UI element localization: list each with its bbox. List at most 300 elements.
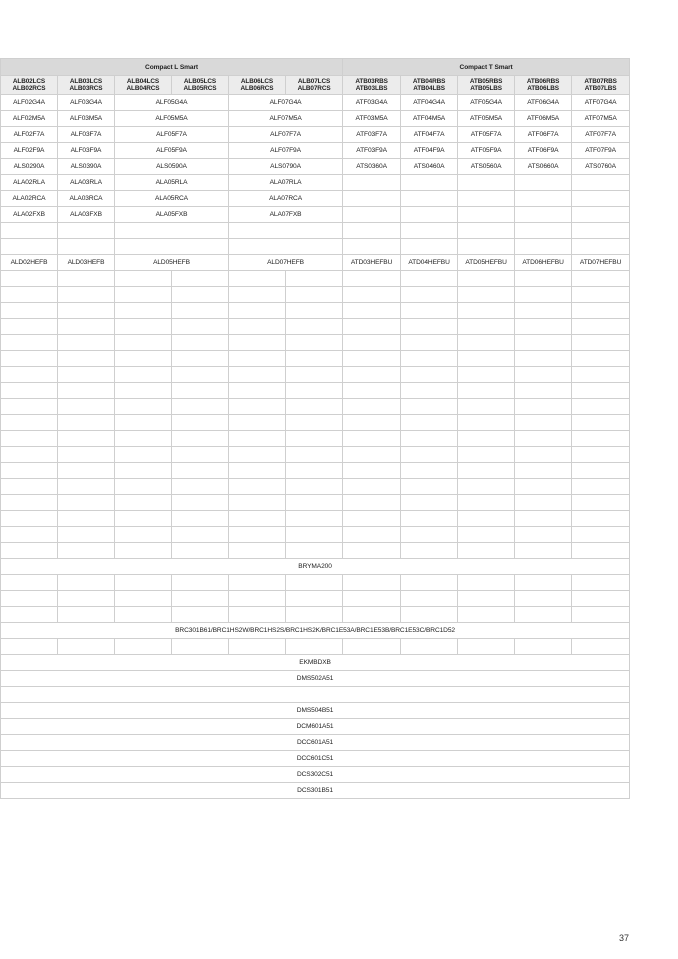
table-cell [115,511,172,527]
table-cell [572,415,630,431]
table-cell [229,495,286,511]
table-cell: ATF05M5A [458,111,515,127]
blank-row [1,271,630,287]
model-header-line: ATB04LBS [413,85,445,92]
table-cell: ALS0290A [1,159,58,175]
table-cell [1,399,58,415]
table-cell [572,447,630,463]
model-header-cell [343,76,401,95]
model-header-cell [229,76,286,95]
model-header-line: ALB04LCS [126,77,160,85]
table-cell: ATF07G4A [572,95,630,111]
group-header-row [1,59,630,76]
model-header-line: ALB02LCS [12,77,46,85]
full-width-cell: DCM601A51 [1,719,630,735]
blank-row [1,527,630,543]
table-cell [115,527,172,543]
table-cell [1,287,58,303]
table-cell [401,351,458,367]
table-cell [515,399,572,415]
accessory-row [1,159,630,175]
table-cell: ALF07G4A [229,95,343,111]
table-cell [343,575,401,591]
blank-row [1,335,630,351]
table-cell [458,367,515,383]
table-cell [229,479,286,495]
table-cell [572,271,630,287]
full-width-cell: DCC601C51 [1,751,630,767]
blank-row [1,639,630,655]
table-cell [229,607,286,623]
table-cell [115,367,172,383]
table-cell [1,575,58,591]
table-cell [172,447,229,463]
table-cell [515,175,572,191]
table-cell [58,271,115,287]
blank-row [1,495,630,511]
table-cell: ATD03HEFBU [343,255,401,271]
table-cell: ATF05F9A [458,143,515,159]
table-cell: ATF03G4A [343,95,401,111]
table-cell [515,639,572,655]
table-cell [172,367,229,383]
table-cell [515,287,572,303]
table-cell [515,351,572,367]
table-cell [172,271,229,287]
blank-row [1,431,630,447]
table-cell [515,463,572,479]
table-cell: ALF05F9A [115,143,229,159]
table-cell: ALF05M5A [115,111,229,127]
table-cell [115,351,172,367]
table-cell [515,415,572,431]
table-cell [172,351,229,367]
table-cell [515,207,572,223]
table-cell [515,591,572,607]
model-header-line: ATB04RBS [412,77,446,85]
table-cell: ATD05HEFBU [458,255,515,271]
table-cell [458,607,515,623]
accessory-row [1,255,630,271]
table-cell: ALA07RCA [229,191,343,207]
table-cell: ALF07M5A [229,111,343,127]
model-header-line: ALB03LCS [69,77,103,85]
table-cell [229,335,286,351]
full-width-row [1,783,630,799]
accessory-row [1,143,630,159]
table-cell [229,223,343,239]
table-cell [58,639,115,655]
table-cell [401,335,458,351]
table-cell [572,319,630,335]
group-compact-l: Compact L Smart [1,59,343,76]
table-cell: ALF02F7A [1,127,58,143]
table-cell [343,543,401,559]
model-header-line: ATB05RBS [469,77,503,85]
table-cell: ALD07HEFB [229,255,343,271]
table-cell [458,191,515,207]
table-cell: ALD05HEFB [115,255,229,271]
table-cell [1,447,58,463]
table-cell [458,239,515,255]
table-cell: ALA07RLA [229,175,343,191]
model-header-row [1,76,630,95]
table-cell [286,367,343,383]
full-width-row [1,751,630,767]
model-header-line: ALB07RCS [297,85,331,92]
model-header-line: ATB06LBS [527,85,559,92]
table-cell [401,191,458,207]
full-width-cell [1,687,630,703]
table-cell [1,335,58,351]
table-cell [58,511,115,527]
full-width-row [1,735,630,751]
table-cell [286,479,343,495]
model-header-line: ALB05LCS [183,77,217,85]
table-cell: ALF07F9A [229,143,343,159]
table-cell [286,383,343,399]
table-cell [515,543,572,559]
model-header-line: ATB03RBS [355,77,388,85]
table-cell: ATF05G4A [458,95,515,111]
table-cell [343,447,401,463]
table-cell: ALS0590A [115,159,229,175]
table-cell [229,271,286,287]
accessory-compatibility-table [0,58,630,799]
table-cell [229,591,286,607]
table-cell: ATD07HEFBU [572,255,630,271]
page-number: 37 [619,933,630,943]
table-cell: ATF04F9A [401,143,458,159]
table-cell [229,527,286,543]
table-cell [58,495,115,511]
model-header-line: ALB06LCS [240,77,274,85]
table-cell [458,415,515,431]
model-header-cell [115,76,172,95]
table-cell [343,223,401,239]
table-cell [343,431,401,447]
table-cell [286,399,343,415]
table-cell: ATF03F9A [343,143,401,159]
table-cell [1,415,58,431]
table-cell [515,223,572,239]
table-cell [515,319,572,335]
table-cell: ALF05G4A [115,95,229,111]
table-cell [343,207,401,223]
model-header-cell [172,76,229,95]
table-cell [58,415,115,431]
table-cell [229,399,286,415]
table-cell [172,319,229,335]
model-header-cell [458,76,515,95]
table-cell [172,303,229,319]
table-cell: ALF07F7A [229,127,343,143]
table-cell: ATF04G4A [401,95,458,111]
table-cell [515,495,572,511]
table-cell [343,239,401,255]
table-cell [401,543,458,559]
table-cell [458,447,515,463]
table-cell [172,527,229,543]
table-cell [572,175,630,191]
table-cell: ALA05RCA [115,191,229,207]
table-cell [58,367,115,383]
table-cell [229,447,286,463]
full-width-cell: DMS502A51 [1,671,630,687]
table-cell [401,495,458,511]
table-cell: ALF05F7A [115,127,229,143]
table-cell [1,495,58,511]
table-cell [115,319,172,335]
table-cell [115,639,172,655]
table-cell: ATF07M5A [572,111,630,127]
table-cell [401,367,458,383]
full-width-row [1,687,630,703]
model-header-line: ATB07LBS [584,85,617,92]
table-cell [343,463,401,479]
blank-row [1,447,630,463]
table-cell [172,495,229,511]
table-cell: ALF03G4A [58,95,115,111]
table-cell [1,527,58,543]
table-cell [343,527,401,543]
table-cell [286,511,343,527]
table-cell [286,351,343,367]
table-cell [458,383,515,399]
table-cell [572,287,630,303]
table-cell [115,287,172,303]
table-cell [229,511,286,527]
table-cell [343,319,401,335]
blank-row [1,591,630,607]
table-cell [286,431,343,447]
table-cell [343,607,401,623]
table-cell [58,463,115,479]
table-cell: ALA05FXB [115,207,229,223]
table-cell [286,271,343,287]
table-cell [115,463,172,479]
blank-row [1,543,630,559]
table-cell [58,335,115,351]
table-cell [458,175,515,191]
table-cell: ATF07F7A [572,127,630,143]
table-cell [515,191,572,207]
blank-row [1,303,630,319]
table-cell [572,511,630,527]
table-cell [58,223,115,239]
table-cell [1,511,58,527]
table-cell [401,399,458,415]
table-cell [458,287,515,303]
table-cell [343,303,401,319]
table-cell [572,207,630,223]
model-header-line: ALB04RCS [126,85,160,92]
table-cell: ALA07FXB [229,207,343,223]
model-header-line: ATB07RBS [584,77,617,85]
full-width-row [1,671,630,687]
table-cell [343,335,401,351]
table-cell [401,271,458,287]
table-cell [229,463,286,479]
table-cell [229,383,286,399]
table-cell: ATF07F9A [572,143,630,159]
table-cell: ALA03RCA [58,191,115,207]
table-cell: ALA03RLA [58,175,115,191]
model-header-cell [515,76,572,95]
blank-row [1,239,630,255]
table-cell [229,239,343,255]
table-cell [172,511,229,527]
table-cell [115,575,172,591]
table-cell [572,639,630,655]
accessory-row [1,127,630,143]
table-cell [515,239,572,255]
accessory-row [1,111,630,127]
table-cell [515,367,572,383]
model-header-cell [286,76,343,95]
table-cell [229,543,286,559]
table-cell [58,447,115,463]
table-cell [343,495,401,511]
model-header-line: ALB06RCS [240,85,274,92]
full-width-cell: BRYMA200 [1,559,630,575]
blank-row [1,575,630,591]
table-cell [286,607,343,623]
model-header-line: ATB03LBS [355,85,388,92]
table-cell [401,431,458,447]
table-cell [286,543,343,559]
table-cell [115,447,172,463]
table-cell [401,239,458,255]
accessory-row [1,95,630,111]
table-cell [572,479,630,495]
table-cell [286,591,343,607]
table-cell [172,399,229,415]
table-cell [286,575,343,591]
table-cell [343,399,401,415]
table-cell [1,367,58,383]
table-cell [458,319,515,335]
table-cell: ALA05RLA [115,175,229,191]
table-cell [172,415,229,431]
table-cell [1,351,58,367]
table-cell: ALF02M5A [1,111,58,127]
table-cell [572,239,630,255]
table-cell [172,383,229,399]
table-cell: ATS0560A [458,159,515,175]
table-cell [572,335,630,351]
table-cell [286,335,343,351]
blank-row [1,463,630,479]
table-cell [401,639,458,655]
table-cell [458,351,515,367]
table-cell [58,399,115,415]
table-cell [572,223,630,239]
table-cell [172,287,229,303]
table-cell [515,575,572,591]
table-cell: ATF06M5A [515,111,572,127]
table-cell [58,543,115,559]
table-cell [572,399,630,415]
table-cell [286,495,343,511]
table-cell [1,319,58,335]
table-cell [1,223,58,239]
table-cell [401,207,458,223]
group-compact-t: Compact T Smart [343,59,630,76]
full-width-row [1,655,630,671]
table-cell [572,575,630,591]
table-cell: ALA03FXB [58,207,115,223]
table-cell [172,543,229,559]
table-cell [458,431,515,447]
table-cell [58,319,115,335]
full-width-cell: EKMBDXB [1,655,630,671]
blank-row [1,223,630,239]
model-header-cell [401,76,458,95]
table-cell: ATF05F7A [458,127,515,143]
table-cell: ATF04M5A [401,111,458,127]
table-cell [343,191,401,207]
table-cell: ATD04HEFBU [401,255,458,271]
table-cell [572,591,630,607]
table-cell [343,511,401,527]
model-header-line: ALB05RCS [183,85,217,92]
table-cell [58,351,115,367]
table-cell [343,287,401,303]
blank-row [1,287,630,303]
table-cell: ATS0760A [572,159,630,175]
table-cell [286,447,343,463]
table-cell [58,431,115,447]
table-cell [572,383,630,399]
table-cell [458,575,515,591]
table-cell [58,383,115,399]
full-width-row [1,703,630,719]
table-cell [572,431,630,447]
table-cell [458,479,515,495]
table-cell [58,575,115,591]
table-cell [401,223,458,239]
table-cell: ATS0360A [343,159,401,175]
model-header-line: ALB07LCS [297,77,331,85]
table-cell: ALD03HEFB [58,255,115,271]
table-cell [229,319,286,335]
table-cell: ATF04F7A [401,127,458,143]
table-cell [172,431,229,447]
table-cell [172,335,229,351]
table-cell [343,271,401,287]
blank-row [1,511,630,527]
table-cell [515,511,572,527]
table-cell [115,495,172,511]
table-cell [401,591,458,607]
table-cell [343,591,401,607]
table-cell [401,415,458,431]
table-cell [115,383,172,399]
table-cell [401,175,458,191]
table-cell [572,191,630,207]
table-cell [458,511,515,527]
table-cell [286,319,343,335]
table-cell [1,271,58,287]
table-cell [229,415,286,431]
table-cell [115,415,172,431]
full-width-cell: DMS504B51 [1,703,630,719]
model-header-cell [58,76,115,95]
table-cell [401,527,458,543]
table-cell [458,591,515,607]
table-cell: ATF03F7A [343,127,401,143]
